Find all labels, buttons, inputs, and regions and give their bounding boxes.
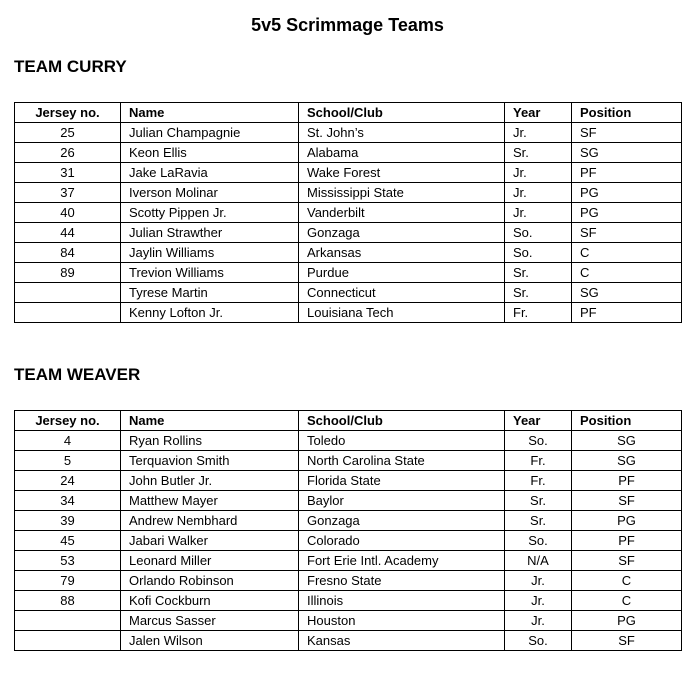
cell-position: PG (572, 611, 682, 631)
roster-table (14, 410, 682, 651)
table-row (15, 143, 682, 163)
cell-jersey: 31 (15, 163, 121, 183)
cell-jersey: 39 (15, 511, 121, 531)
cell-name: Scotty Pippen Jr. (121, 203, 299, 223)
table-row (15, 451, 682, 471)
column-header-jersey: Jersey no. (15, 103, 121, 123)
cell-jersey (15, 283, 121, 303)
column-header-jersey: Jersey no. (15, 411, 121, 431)
table-row (15, 631, 682, 651)
cell-school: Gonzaga (299, 223, 505, 243)
table-row (15, 223, 682, 243)
cell-name: Iverson Molinar (121, 183, 299, 203)
cell-jersey: 40 (15, 203, 121, 223)
cell-position: PG (572, 183, 682, 203)
cell-position: C (572, 263, 682, 283)
cell-school: Illinois (299, 591, 505, 611)
page (14, 14, 681, 651)
cell-school: Fort Erie Intl. Academy (299, 551, 505, 571)
cell-year: So. (505, 431, 572, 451)
cell-name: Ryan Rollins (121, 431, 299, 451)
cell-jersey: 25 (15, 123, 121, 143)
cell-year: So. (505, 223, 572, 243)
cell-position: SG (572, 283, 682, 303)
cell-year: Fr. (505, 451, 572, 471)
cell-year: Jr. (505, 123, 572, 143)
cell-school: Vanderbilt (299, 203, 505, 223)
cell-jersey: 5 (15, 451, 121, 471)
cell-school: Arkansas (299, 243, 505, 263)
cell-year: Sr. (505, 143, 572, 163)
cell-year: Jr. (505, 203, 572, 223)
cell-position: SG (572, 451, 682, 471)
cell-name: Matthew Mayer (121, 491, 299, 511)
table-row (15, 531, 682, 551)
cell-name: Jabari Walker (121, 531, 299, 551)
column-header-name: Name (121, 411, 299, 431)
cell-jersey: 37 (15, 183, 121, 203)
cell-school: Connecticut (299, 283, 505, 303)
cell-position: SF (572, 123, 682, 143)
cell-name: Jaylin Williams (121, 243, 299, 263)
column-header-position: Position (572, 103, 682, 123)
cell-jersey (15, 303, 121, 323)
header-row (15, 103, 682, 123)
cell-school: Florida State (299, 471, 505, 491)
column-header-year: Year (505, 103, 572, 123)
table-row (15, 303, 682, 323)
table-row (15, 123, 682, 143)
cell-school: Kansas (299, 631, 505, 651)
table-row (15, 431, 682, 451)
table-row (15, 491, 682, 511)
cell-position: SG (572, 143, 682, 163)
cell-jersey (15, 631, 121, 651)
cell-year: Fr. (505, 303, 572, 323)
cell-name: Keon Ellis (121, 143, 299, 163)
table-row (15, 203, 682, 223)
cell-name: Jake LaRavia (121, 163, 299, 183)
cell-name: Jalen Wilson (121, 631, 299, 651)
cell-name: Terquavion Smith (121, 451, 299, 471)
header-row (15, 411, 682, 431)
table-row (15, 263, 682, 283)
team-sections (14, 57, 681, 651)
table-row (15, 511, 682, 531)
cell-name: Julian Champagnie (121, 123, 299, 143)
cell-school: Gonzaga (299, 511, 505, 531)
cell-jersey: 34 (15, 491, 121, 511)
cell-name: Tyrese Martin (121, 283, 299, 303)
cell-year: Sr. (505, 283, 572, 303)
cell-jersey: 84 (15, 243, 121, 263)
table-row (15, 591, 682, 611)
cell-jersey: 45 (15, 531, 121, 551)
column-header-school: School/Club (299, 411, 505, 431)
cell-school: Alabama (299, 143, 505, 163)
cell-name: Marcus Sasser (121, 611, 299, 631)
cell-year: Jr. (505, 183, 572, 203)
cell-name: Julian Strawther (121, 223, 299, 243)
page-title: 5v5 Scrimmage Teams (251, 15, 444, 35)
cell-jersey: 79 (15, 571, 121, 591)
cell-year: So. (505, 531, 572, 551)
table-row (15, 611, 682, 631)
cell-school: Toledo (299, 431, 505, 451)
cell-year: So. (505, 243, 572, 263)
cell-position: SF (572, 491, 682, 511)
cell-school: Fresno State (299, 571, 505, 591)
cell-position: C (572, 243, 682, 263)
cell-position: SG (572, 431, 682, 451)
team-section (14, 365, 681, 651)
cell-school: Houston (299, 611, 505, 631)
cell-position: PF (572, 163, 682, 183)
table-row (15, 163, 682, 183)
cell-position: PG (572, 203, 682, 223)
cell-year: Jr. (505, 163, 572, 183)
cell-name: Leonard Miller (121, 551, 299, 571)
team-heading: TEAM WEAVER (14, 365, 141, 384)
cell-jersey: 24 (15, 471, 121, 491)
roster-table (14, 102, 682, 323)
table-row (15, 243, 682, 263)
cell-jersey: 44 (15, 223, 121, 243)
cell-year: N/A (505, 551, 572, 571)
cell-year: Sr. (505, 491, 572, 511)
cell-year: Jr. (505, 611, 572, 631)
cell-school: North Carolina State (299, 451, 505, 471)
cell-jersey: 53 (15, 551, 121, 571)
column-header-year: Year (505, 411, 572, 431)
table-row (15, 471, 682, 491)
cell-school: Baylor (299, 491, 505, 511)
cell-year: Sr. (505, 511, 572, 531)
cell-name: Trevion Williams (121, 263, 299, 283)
cell-school: Purdue (299, 263, 505, 283)
column-header-position: Position (572, 411, 682, 431)
cell-year: Sr. (505, 263, 572, 283)
cell-jersey: 4 (15, 431, 121, 451)
cell-school: St. John’s (299, 123, 505, 143)
team-section (14, 57, 681, 323)
table-row (15, 283, 682, 303)
cell-name: Orlando Robinson (121, 571, 299, 591)
cell-position: C (572, 571, 682, 591)
cell-position: SF (572, 631, 682, 651)
cell-name: John Butler Jr. (121, 471, 299, 491)
cell-position: PF (572, 531, 682, 551)
team-heading: TEAM CURRY (14, 57, 127, 76)
cell-school: Louisiana Tech (299, 303, 505, 323)
cell-name: Kofi Cockburn (121, 591, 299, 611)
cell-year: Jr. (505, 591, 572, 611)
cell-jersey: 26 (15, 143, 121, 163)
cell-jersey: 88 (15, 591, 121, 611)
table-row (15, 551, 682, 571)
table-row (15, 571, 682, 591)
cell-position: SF (572, 551, 682, 571)
column-header-name: Name (121, 103, 299, 123)
cell-name: Kenny Lofton Jr. (121, 303, 299, 323)
cell-jersey (15, 611, 121, 631)
cell-position: C (572, 591, 682, 611)
column-header-school: School/Club (299, 103, 505, 123)
cell-school: Wake Forest (299, 163, 505, 183)
cell-year: So. (505, 631, 572, 651)
cell-school: Colorado (299, 531, 505, 551)
table-row (15, 183, 682, 203)
cell-position: SF (572, 223, 682, 243)
cell-position: PG (572, 511, 682, 531)
cell-position: PF (572, 471, 682, 491)
cell-position: PF (572, 303, 682, 323)
cell-year: Jr. (505, 571, 572, 591)
cell-school: Mississippi State (299, 183, 505, 203)
cell-year: Fr. (505, 471, 572, 491)
cell-jersey: 89 (15, 263, 121, 283)
cell-name: Andrew Nembhard (121, 511, 299, 531)
